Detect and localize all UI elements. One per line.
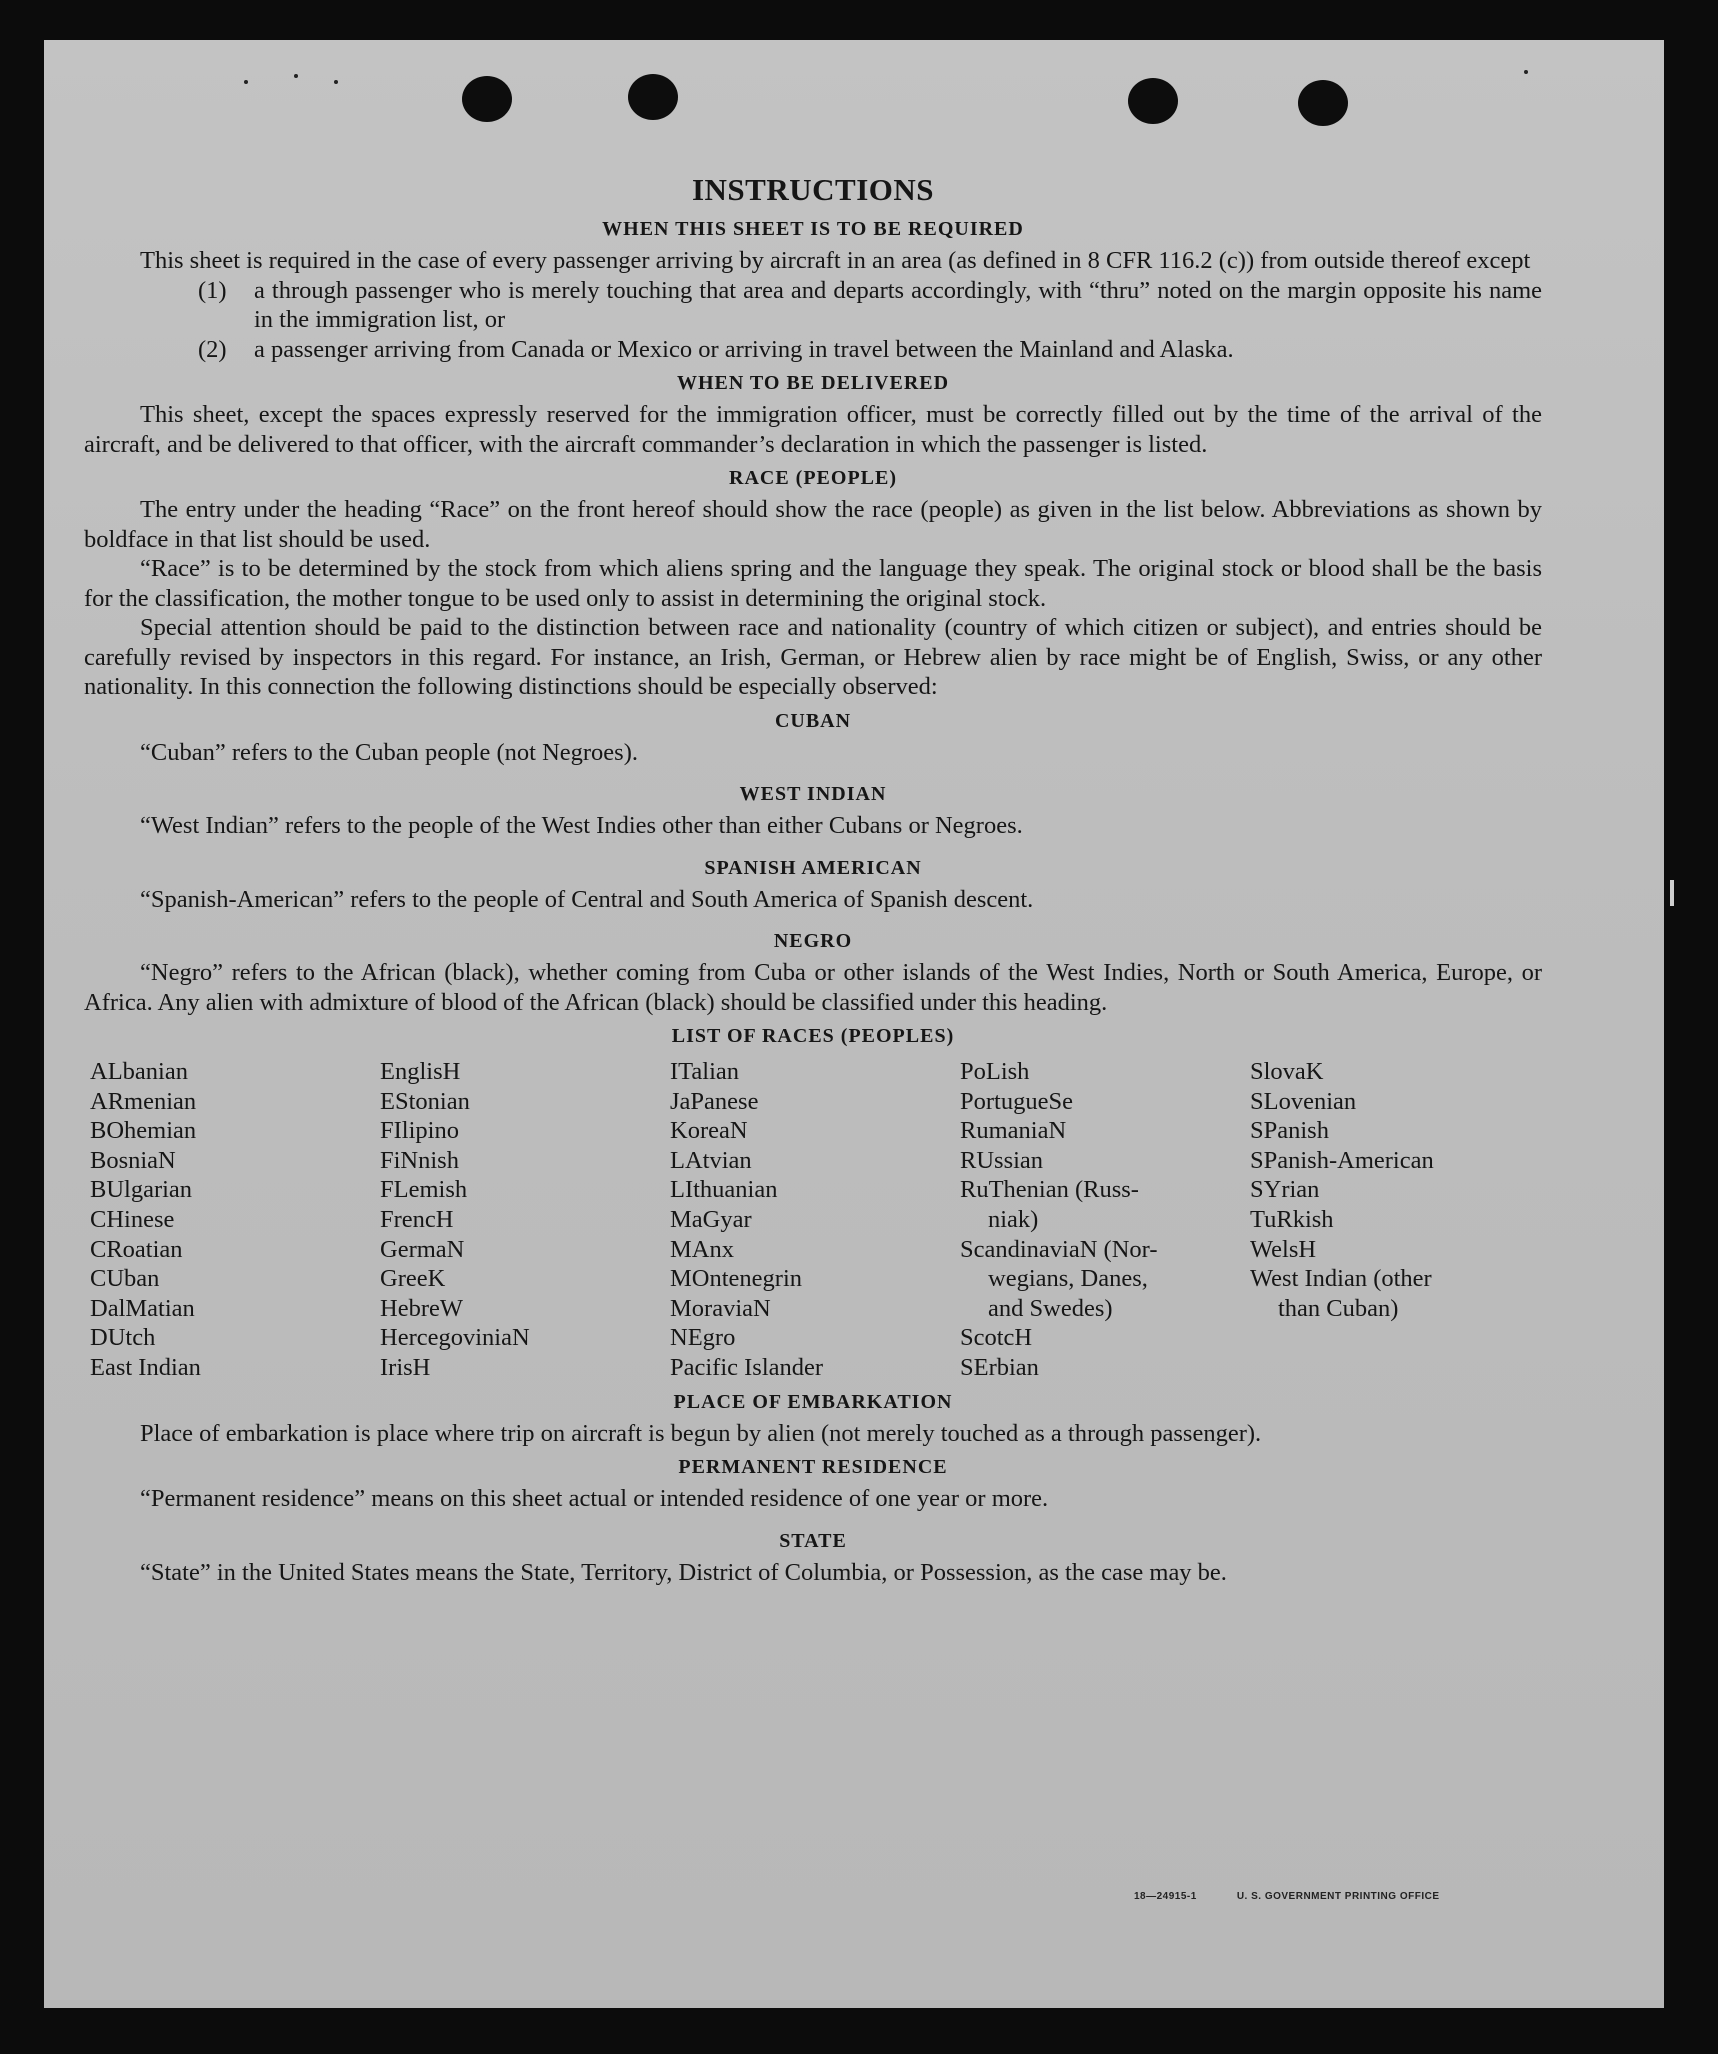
heading-residence: PERMANENT RESIDENCE [678, 1456, 948, 1479]
race-entry: SYrian [1250, 1176, 1320, 1204]
printer-name: U. S. GOVERNMENT PRINTING OFFICE [1236, 1891, 1440, 1902]
item-text: a through passenger who is merely touching that area and departs accordingly, with “thru” noted on the margin opposite his name in the immigration list, or [254, 276, 1542, 333]
race-entry: CUban [90, 1265, 160, 1293]
race-entry: MOntenegrin [670, 1265, 802, 1293]
cuban-text: “Cuban” refers to the Cuban people (not Negroes). [140, 738, 638, 766]
race-entry: HebreW [380, 1294, 463, 1322]
heading-race: RACE (PEOPLE) [729, 467, 897, 489]
heading-cuban: CUBAN [774, 709, 852, 732]
race-entry: JaPanese [670, 1087, 759, 1115]
negro-text: “Negro” refers to the African (black), whether coming from Cuba or other islands of the West Indies, North or South America, Europe, or Africa. Any alien with admixture of blood of the African (black) should be classified under this heading. [84, 959, 1542, 1016]
race-entry: IrisH [380, 1353, 431, 1381]
race-entry: CHinese [90, 1205, 175, 1233]
punch-hole [628, 74, 678, 120]
race-entry: SPanish [1250, 1117, 1329, 1145]
race-entry: KoreaN [670, 1117, 748, 1145]
exception-item [198, 335, 1542, 365]
heading-embarkation: PLACE OF EMBARKATION [673, 1390, 953, 1413]
race-entry: RUssian [960, 1146, 1044, 1174]
heading-when-delivered: WHEN TO BE DELIVERED [676, 372, 950, 394]
heading-spanish-american: SPANISH AMERICAN [704, 856, 922, 879]
race-entry: FLemish [380, 1176, 468, 1204]
races-column [90, 1057, 380, 1383]
race-entry: SErbian [960, 1353, 1039, 1381]
heading-state: STATE [779, 1529, 847, 1552]
race-entry: Pacific Islander [670, 1353, 824, 1381]
race-entry: BUlgarian [90, 1176, 193, 1204]
item-number: (1) [198, 276, 227, 304]
when-required-intro: This sheet is required in the case of every passenger arriving by aircraft in an area (as defined in 8 CFR 116.2 (c)) from outside thereof except [140, 247, 1531, 274]
race-entry-continued: niak) [988, 1205, 1039, 1233]
race-entry: ITalian [670, 1058, 740, 1085]
races-column [380, 1057, 670, 1383]
races-column [1250, 1057, 1550, 1383]
race-entry: ARmenian [90, 1087, 197, 1115]
race-entry: LAtvian [670, 1146, 752, 1174]
race-entry: ScandinaviaN (Nor- [960, 1235, 1158, 1263]
race-entry: PoLish [960, 1058, 1030, 1085]
embarkation-text: Place of embarkation is place where trip on aircraft is begun by alien (not merely touched as a through passenger). [140, 1419, 1262, 1447]
race-entry: BOhemian [90, 1117, 197, 1145]
heading-when-required: WHEN THIS SHEET IS TO BE REQUIRED [602, 218, 1024, 240]
race-entry: PortugueSe [960, 1087, 1073, 1115]
race-entry: RuThenian (Russ- [960, 1176, 1139, 1204]
race-paragraph: Special attention should be paid to the distinction between race and nationality (country of which citizen or subject), and entries should be carefully revised by inspectors in this regard. For instance, an Irish, German, or Hebrew alien by race might be of English, Swiss, or any other nationality. In this connection the following distinctions should be especially observed: [84, 614, 1542, 700]
race-entry: SlovaK [1250, 1058, 1324, 1085]
race-entry-continued: and Swedes) [988, 1294, 1113, 1322]
race-entry: EnglisH [380, 1058, 461, 1085]
race-paragraph: “Race” is to be determined by the stock from which aliens spring and the language they speak. The original stock or blood shall be the basis for the classification, the mother tongue to be used only to assist in determining the original stock. [84, 555, 1542, 612]
race-entry: CRoatian [90, 1235, 183, 1263]
speck [334, 80, 338, 84]
race-entry: GermaN [380, 1235, 465, 1263]
race-entry: GreeK [380, 1265, 446, 1293]
races-column [960, 1057, 1250, 1383]
item-text: a passenger arriving from Canada or Mexico or arriving in travel between the Mainland and Alaska. [254, 335, 1234, 363]
item-number: (2) [198, 335, 227, 363]
residence-text: “Permanent residence” means on this sheet actual or intended residence of one year or more. [140, 1485, 1049, 1513]
west-indian-text: “West Indian” refers to the people of the West Indies other than either Cubans or Negroes. [140, 812, 1023, 839]
heading-negro: NEGRO [773, 930, 853, 952]
race-entry: East Indian [90, 1353, 201, 1381]
when-delivered-text: This sheet, except the spaces expressly reserved for the immigration officer, must be correctly filled out by the time of the arrival of the aircraft, and be delivered to that officer, with the aircraft commander’s declaration in which the passenger is listed. [84, 401, 1542, 458]
race-entry: SPanish-American [1250, 1146, 1434, 1174]
printer-imprint [1134, 1891, 1480, 1902]
race-entry: ScotcH [960, 1324, 1033, 1352]
race-entry: FIlipino [380, 1117, 459, 1145]
races-list [90, 1057, 1542, 1383]
race-entry: ALbanian [90, 1058, 188, 1085]
document-sheet [44, 40, 1664, 2008]
race-entry: TuRkish [1250, 1205, 1334, 1233]
edge-mark [1670, 880, 1674, 906]
races-column [670, 1057, 960, 1383]
punch-hole [1128, 78, 1178, 124]
heading-west-indian: WEST INDIAN [739, 783, 887, 805]
speck [294, 74, 298, 78]
race-entry: HercegoviniaN [380, 1324, 530, 1352]
punch-hole [462, 76, 512, 122]
race-entry: MAnx [670, 1235, 734, 1263]
race-entry: DUtch [90, 1324, 156, 1352]
race-entry-continued: than Cuban) [1278, 1294, 1399, 1322]
speck [1524, 70, 1528, 74]
race-entry: EStonian [380, 1087, 470, 1115]
race-entry: FrencH [380, 1205, 454, 1233]
state-text: “State” in the United States means the State, Territory, District of Columbia, or Possession, as the case may be. [140, 1558, 1227, 1586]
race-entry: LIthuanian [670, 1176, 778, 1204]
race-entry: MaGyar [670, 1205, 752, 1233]
race-entry-continued: wegians, Danes, [988, 1265, 1148, 1293]
race-entry: BosniaN [90, 1146, 176, 1174]
race-entry: West Indian (other [1250, 1265, 1432, 1293]
exception-item [198, 276, 1542, 335]
race-entry: RumaniaN [960, 1117, 1067, 1145]
instructions-body [84, 170, 1542, 1587]
form-code: 18—24915-1 [1134, 1891, 1197, 1902]
race-entry: WelsH [1250, 1235, 1317, 1263]
punch-hole [1298, 80, 1348, 126]
heading-list-of-races: LIST OF RACES (PEOPLES) [671, 1025, 955, 1047]
race-entry: FiNnish [380, 1146, 459, 1174]
race-entry: NEgro [670, 1324, 736, 1352]
race-entry: MoraviaN [670, 1294, 771, 1322]
page-title: INSTRUCTIONS [691, 172, 934, 207]
spanish-american-text: “Spanish-American” refers to the people of Central and South America of Spanish descent. [140, 885, 1034, 913]
race-entry: SLovenian [1250, 1087, 1357, 1115]
race-entry: DalMatian [90, 1294, 195, 1322]
race-paragraph: The entry under the heading “Race” on the front hereof should show the race (people) as given in the list below. Abbreviations as shown by boldface in that list should be used. [84, 496, 1542, 553]
speck [244, 80, 248, 84]
